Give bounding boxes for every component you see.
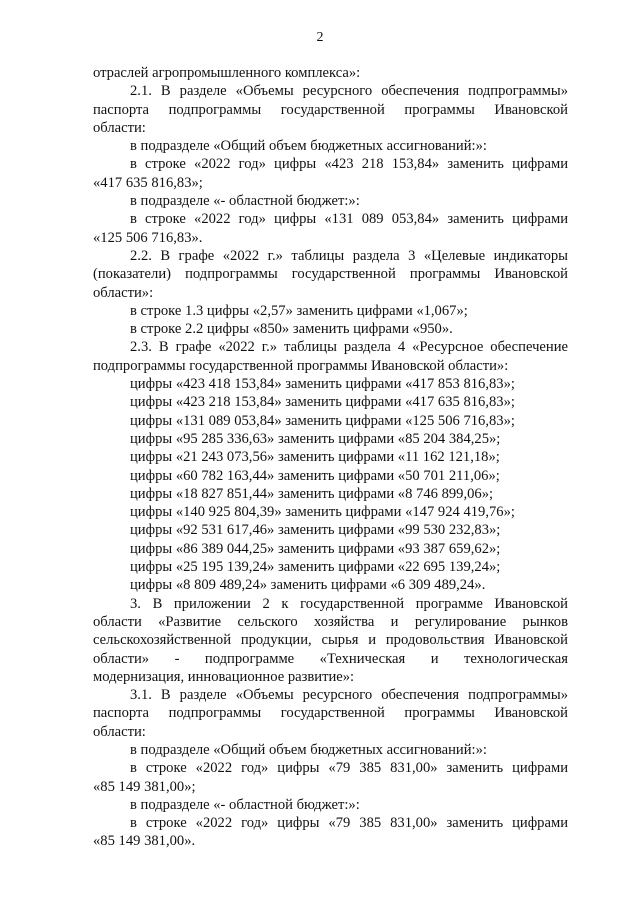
text-line: цифры «423 418 153,84» заменить цифрами «417 853 816,83»; (130, 376, 515, 393)
text-line: «85 149 381,00». (93, 833, 196, 850)
text-line: области»: (93, 284, 154, 301)
text-line: отраслей агропромышленного комплекса»: (93, 65, 361, 81)
text-line: 2.1. В разделе «Объемы ресурсного обеспечения подпрограммы» (130, 83, 568, 100)
text-line: в строке «2022 год» цифры «79 385 831,00» заменить цифрами (130, 760, 568, 777)
text-line: подпрограммы государственной программы Ивановской области»: (93, 357, 509, 374)
text-line: в строке «2022 год» цифры «79 385 831,00» заменить цифрами (130, 815, 568, 832)
text-line: области: (93, 119, 146, 136)
text-line: в подразделе «- областной бюджет:»: (130, 193, 360, 210)
text-line: в подразделе «Общий объем бюджетных ассигнований:»: (130, 138, 487, 155)
text-line: области» - подпрограмме «Техническая и технологическая (93, 650, 568, 667)
text-line: 2.3. В графе «2022 г.» таблицы раздела 4 «Ресурсное обеспечение (130, 339, 568, 356)
text-line: цифры «18 827 851,44» заменить цифрами «8 746 899,06»; (130, 485, 494, 502)
text-line: в строке 2.2 цифры «850» заменить цифрами «950». (130, 321, 453, 338)
text-line: цифры «140 925 804,39» заменить цифрами «147 924 419,76»; (130, 504, 515, 521)
text-line: цифры «131 089 053,84» заменить цифрами «125 506 716,83»; (130, 412, 515, 429)
text-line: 3.1. В разделе «Объемы ресурсного обеспечения подпрограммы» (130, 687, 568, 704)
text-line: в строке «2022 год» цифры «131 089 053,84» заменить цифрами (130, 211, 568, 228)
text-line: сельскохозяйственной продукции, сырья и продовольствия Ивановской (93, 632, 568, 649)
text-line: 3. В приложении 2 к государственной программе Ивановской (130, 595, 568, 612)
text-line: цифры «8 809 489,24» заменить цифрами «6 309 489,24». (130, 577, 486, 594)
document-body (93, 64, 568, 851)
text-line: паспорта подпрограммы государственной программы Ивановской (93, 705, 568, 722)
text-line: «85 149 381,00»; (93, 778, 196, 795)
text-line: цифры «95 285 336,63» заменить цифрами «85 204 384,25»; (130, 430, 501, 447)
text-line: (показатели) подпрограммы государственной программы Ивановской (93, 266, 568, 283)
text-line: области «Развитие сельского хозяйства и регулирование рынков (93, 613, 568, 630)
text-line: 2.2. В графе «2022 г.» таблицы раздела 3 «Целевые индикаторы (130, 247, 568, 264)
text-line: цифры «92 531 617,46» заменить цифрами «99 530 232,83»; (130, 522, 501, 539)
text-line: «417 635 816,83»; (93, 174, 203, 191)
text-line: в строке «2022 год» цифры «423 218 153,84» заменить цифрами (130, 156, 568, 173)
text-line: цифры «21 243 073,56» заменить цифрами «11 162 121,18»; (130, 449, 500, 466)
text-line: цифры «86 389 044,25» заменить цифрами «93 387 659,62»; (130, 540, 501, 557)
page-number: 2 (316, 30, 324, 45)
text-line: цифры «25 195 139,24» заменить цифрами «22 695 139,24»; (130, 559, 501, 576)
text-line: цифры «423 218 153,84» заменить цифрами «417 635 816,83»; (130, 394, 515, 411)
text-line: цифры «60 782 163,44» заменить цифрами «50 701 211,06»; (130, 467, 500, 484)
text-line: в подразделе «Общий объем бюджетных ассигнований:»: (130, 741, 487, 758)
text-line: «125 506 716,83». (93, 229, 203, 246)
text-line: паспорта подпрограммы государственной программы Ивановской (93, 101, 568, 118)
text-line: области: (93, 723, 146, 740)
text-line: в строке 1.3 цифры «2,57» заменить цифрами «1,067»; (130, 302, 468, 319)
text-line: в подразделе «- областной бюджет:»: (130, 796, 360, 813)
text-line: модернизация, инновационное развитие»: (93, 668, 355, 685)
